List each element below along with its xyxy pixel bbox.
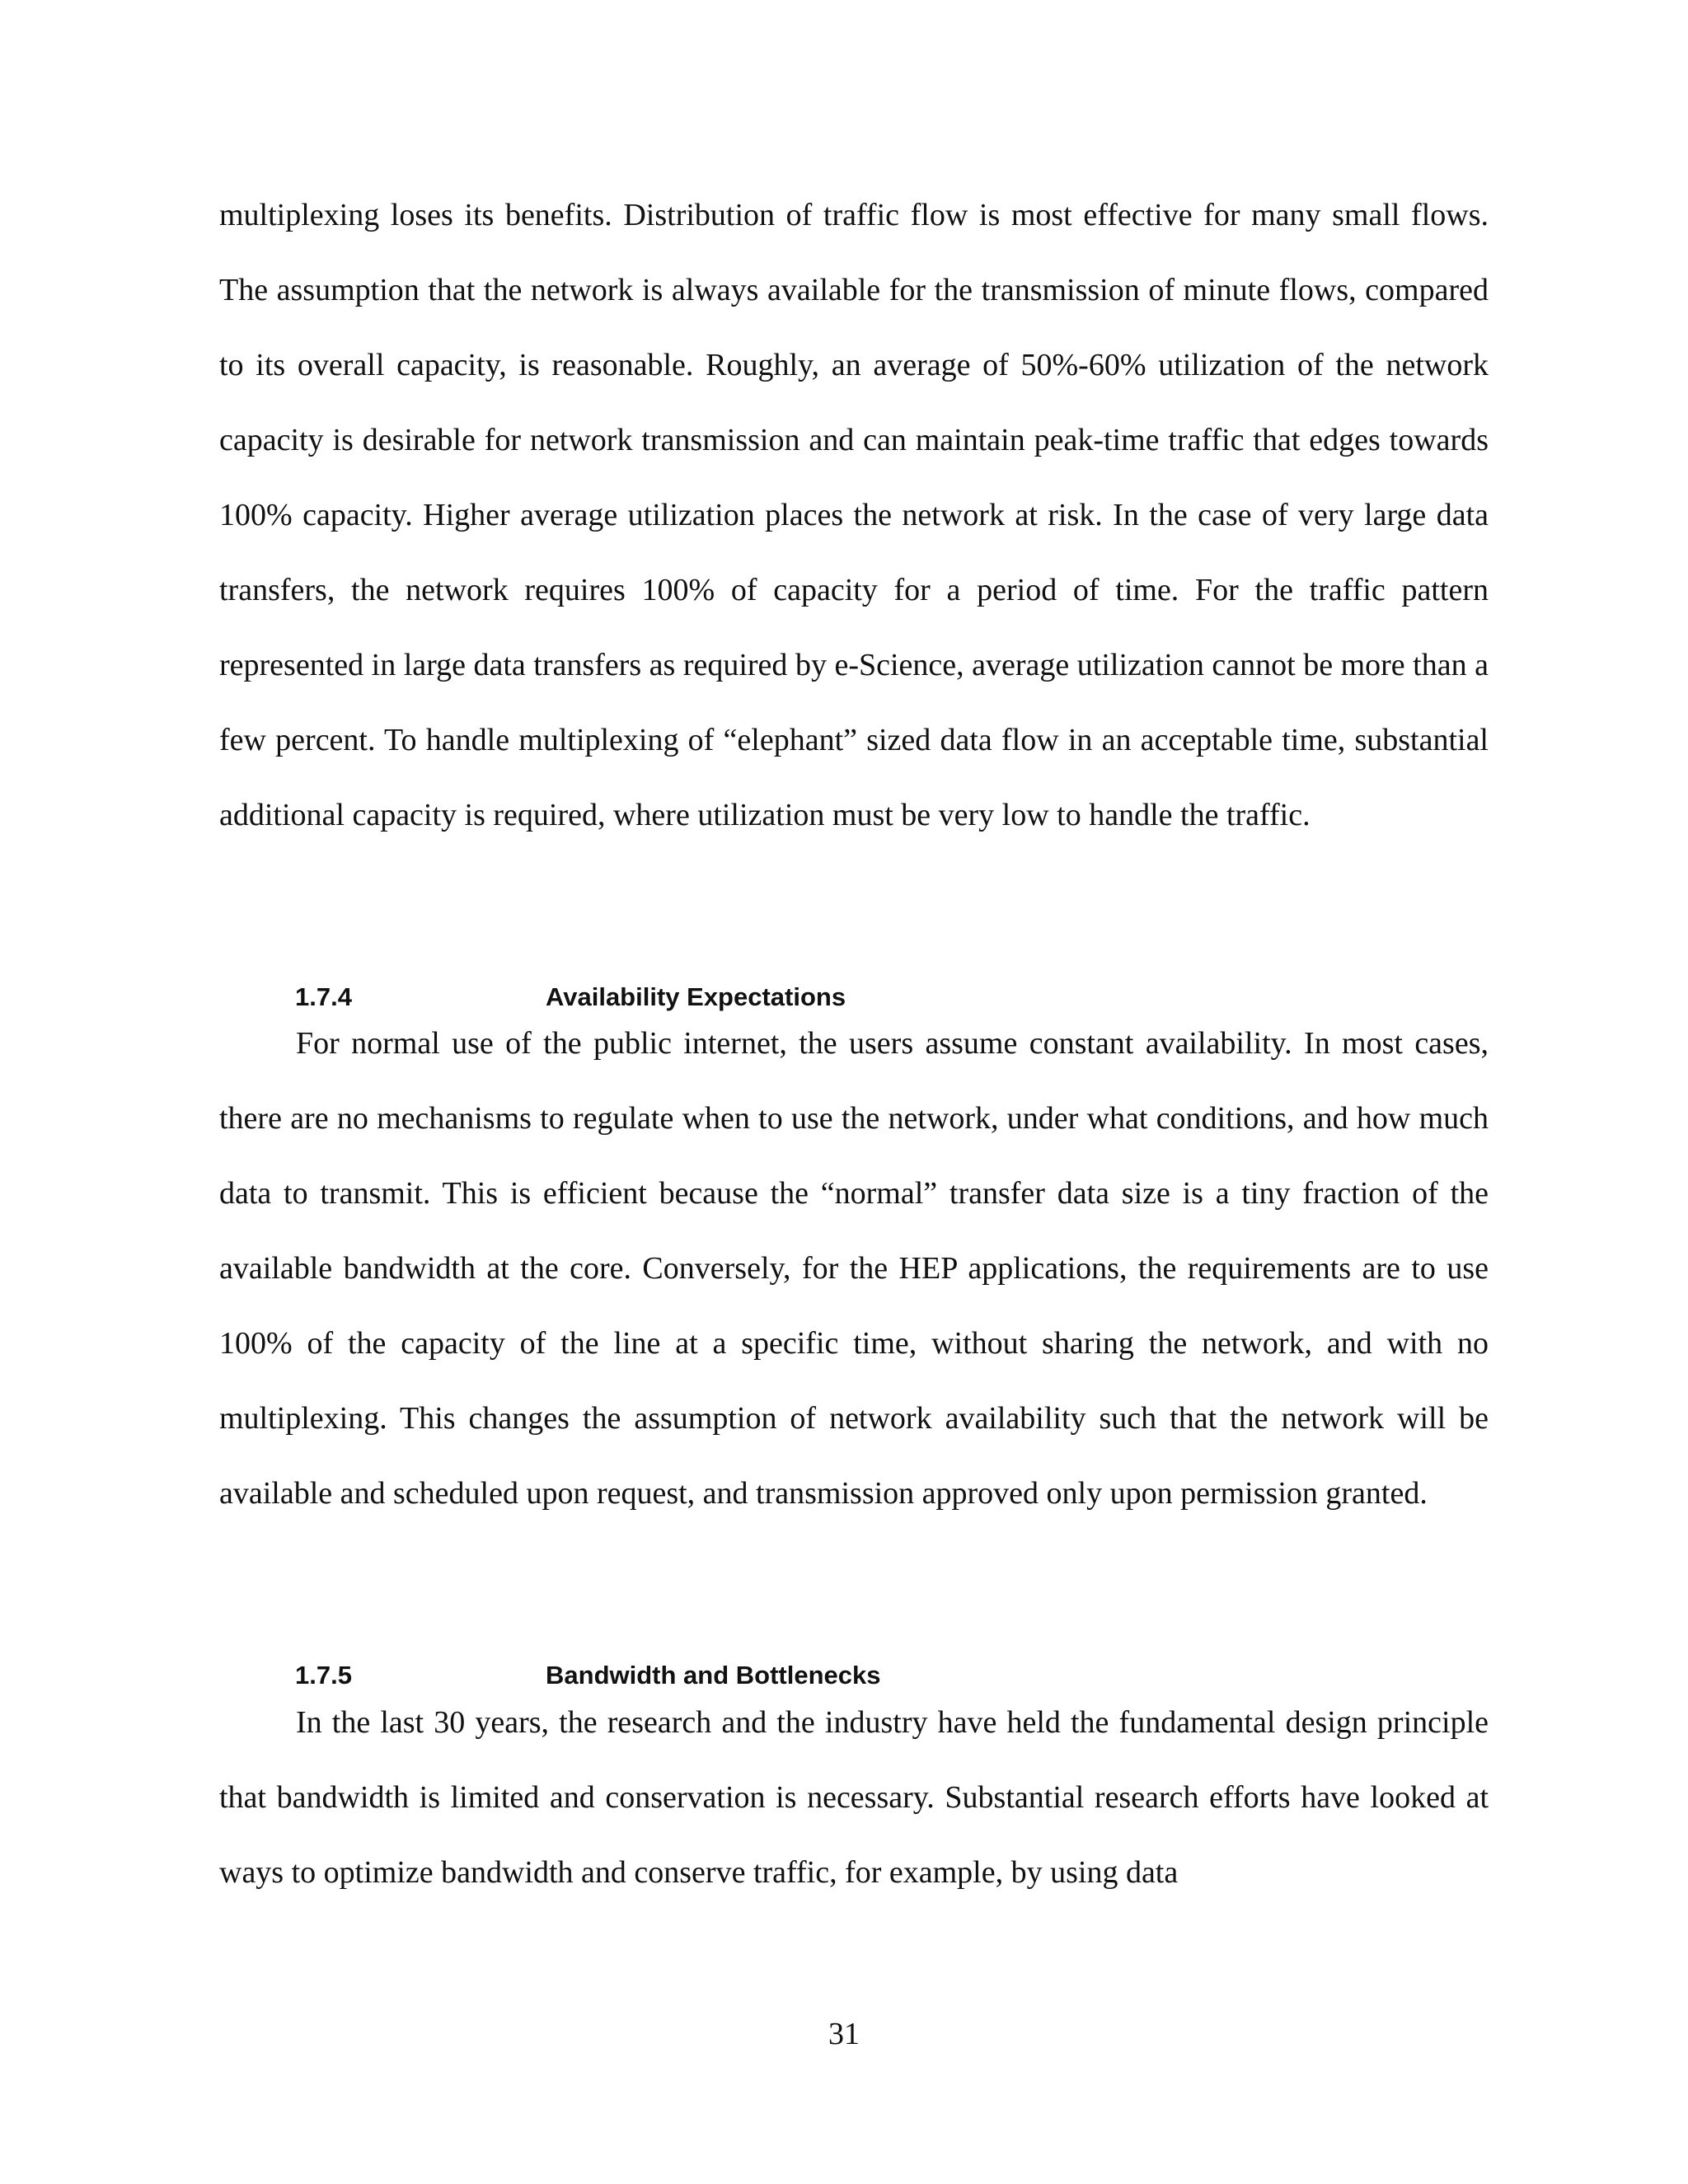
page-number: 31 — [828, 2017, 860, 2051]
body-paragraph-continued: multiplexing loses its benefits. Distribution of traffic flow is most effective for many small flows. The assumption that the network is always available for the transmission of minute flows, compared to its overall capacity, is reasonable. Roughly, an average of 50%-60% utilization of the network capacity is desirable for network transmission and can maintain peak-time traffic that edges towards 100% capacity. Higher average utilization places the network at risk. In the case of very large data transfers, the network requires 100% of capacity for a period of time. For the traffic pattern represented in large data transfers as required by e-Science, average utilization cannot be more than a few percent. To handle multiplexing of “elephant” sized data flow in an acceptable time, substantial additional capacity is required, where utilization must be very low to handle the traffic. — [219, 198, 1489, 832]
section-title: Bandwidth and Bottlenecks — [546, 1661, 881, 1690]
section-number: 1.7.5 — [295, 1661, 352, 1690]
body-paragraph-availability: For normal use of the public internet, the users assume constant availability. In most cases, there are no mechanisms to regulate when to use the network, under what conditions, and how much data to transmit. This is efficient because the “normal” transfer data size is a tiny fraction of the available bandwidth at the core. Conversely, for the HEP applications, the requirements are to use 100% of the capacity of the line at a specific time, without sharing the network, and with no multiplexing. This changes the assumption of network availability such that the network will be available and scheduled upon request, and transmission approved only upon permission granted. — [219, 1026, 1489, 1511]
section-number: 1.7.4 — [295, 982, 352, 1011]
body-paragraph-bandwidth: In the last 30 years, the research and the industry have held the fundamental design principle that bandwidth is limited and conservation is necessary. Substantial research efforts have looked at ways to optimize bandwidth and conserve traffic, for example, by using data — [219, 1705, 1489, 1890]
section-title: Availability Expectations — [546, 982, 846, 1011]
